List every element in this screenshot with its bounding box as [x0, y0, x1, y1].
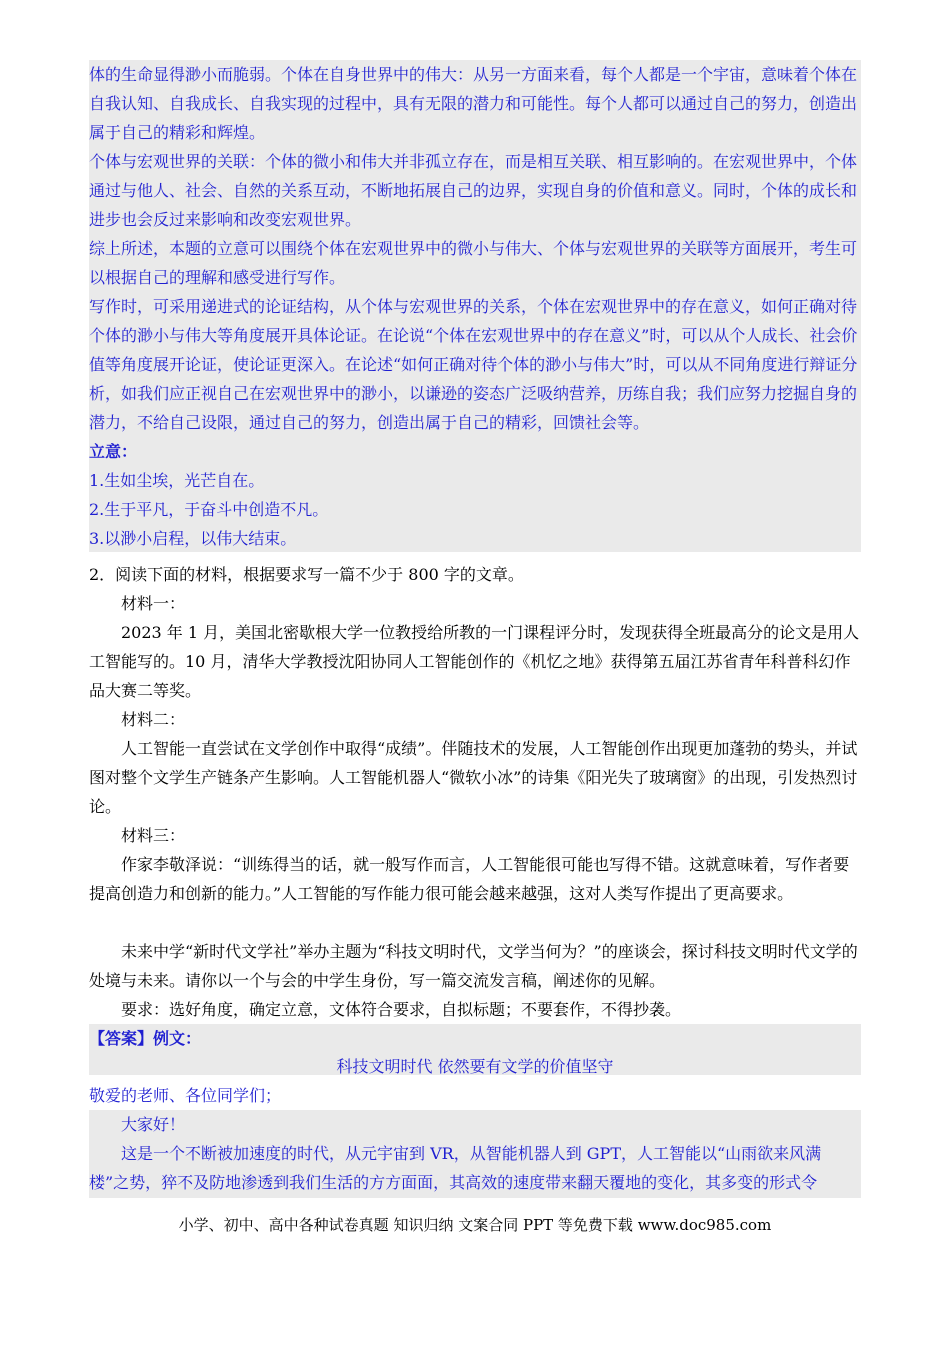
answer-label: 【答案】例文： [89, 1029, 202, 1048]
analysis-paragraph-4: 写作时，可采用递进式的论证结构，从个体与宏观世界的关系，个体在宏观世界中的存在意义，如何正确对待个体的渺小与伟大等角度展开具体论证。在论说“个体在宏观世界中的存在意义”时，可以从个人成长、社会价值等角度展开论证，使论证更深入。在论述“如何正确对待个体的渺小与伟大”时，可以从不同角度进行辩证分析，如我们应正视自己在宏观世界中的渺小，以谦逊的姿态广泛吸纳营养，历练自我；我们应努力挖掘自身的潜力，不给自己设限，通过自己的努力，创造出属于自己的精彩，回馈社会等。 [89, 297, 858, 432]
analysis-paragraph-1: 体的生命显得渺小而脆弱。个体在自身世界中的伟大：从另一方面来看，每个人都是一个宇宙，意味着个体在自我认知、自我成长、自我实现的过程中，具有无限的潜力和可能性。每个人都可以通过自己的努力，创造出属于自己的精彩和辉煌。 [89, 65, 858, 142]
analysis-paragraph-2: 个体与宏观世界的关联：个体的微小和伟大并非孤立存在，而是相互关联、相互影响的。在宏观世界中，个体通过与他人、社会、自然的关系互动，不断地拓展自己的边界，实现自身的价值和意义。同时，个体的成长和进步也会反过来影响和改变宏观世界。 [89, 152, 858, 229]
material-2-label: 材料二： [121, 710, 186, 729]
essay-greeting: 敬爱的老师、各位同学们； [89, 1086, 282, 1105]
theme-heading: 立意： [89, 442, 138, 461]
material-1-text: 2023 年 1 月，美国北密歇根大学一位教授给所教的一门课程评分时，发现获得全班最高分的论文是用人工智能写的。10 月，清华大学教授沈阳协同人工智能创作的《机忆之地》获得第五届江苏省青年科普科幻作品大赛二等奖。 [89, 623, 860, 700]
essay-title: 科技文明时代 依然要有文学的价值坚守 [336, 1057, 614, 1076]
writing-requirements: 要求：选好角度，确定立意，文体符合要求，自拟标题；不要套作，不得抄袭。 [121, 1000, 682, 1019]
material-3-text: 作家李敬泽说：“训练得当的话，就一般写作而言，人工智能很可能也写得不错。这就意味着，写作者要提高创造力和创新的能力。”人工智能的写作能力很可能会越来越强，这对人类写作提出了更高要求。 [89, 855, 850, 903]
essay-hello: 大家好！ [121, 1115, 186, 1134]
material-2-text: 人工智能一直尝试在文学创作中取得“成绩”。伴随技术的发展，人工智能创作出现更加蓬勃的势头，并试图对整个文学生产链条产生影响。人工智能机器人“微软小冰”的诗集《阳光失了玻璃窗》的出现，引发热烈讨论。 [89, 739, 858, 816]
question-prompt: 2．阅读下面的材料，根据要求写一篇不少于 800 字的文章。 [89, 565, 524, 584]
analysis-paragraph-3: 综上所述，本题的立意可以围绕个体在宏观世界中的微小与伟大、个体与宏观世界的关联等方面展开，考生可以根据自己的理解和感受进行写作。 [89, 239, 858, 287]
theme-item-3: 3.以渺小启程，以伟大结束。 [89, 529, 297, 548]
theme-item-1: 1.生如尘埃，光芒自在。 [89, 471, 265, 490]
material-1-label: 材料一： [121, 594, 186, 613]
theme-item-2: 2.生于平凡，于奋斗中创造不凡。 [89, 500, 329, 519]
essay-body: 这是一个不断被加速度的时代，从元宇宙到 VR，从智能机器人到 GPT，人工智能以“山雨欲来风满楼”之势，猝不及防地渗透到我们生活的方方面面，其高效的速度带来翻天覆地的变化，其多变的形式令 [89, 1144, 822, 1192]
writing-task: 未来中学“新时代文学社”举办主题为“科技文明时代，文学当何为？”的座谈会，探讨科技文明时代文学的处境与未来。请你以一个与会的中学生身份，写一篇交流发言稿，阐述你的见解。 [89, 942, 858, 990]
material-3-label: 材料三： [121, 826, 186, 845]
page-footer: 小学、初中、高中各种试卷真题 知识归纳 文案合同 PPT 等免费下载 www.doc985.com [178, 1216, 772, 1234]
